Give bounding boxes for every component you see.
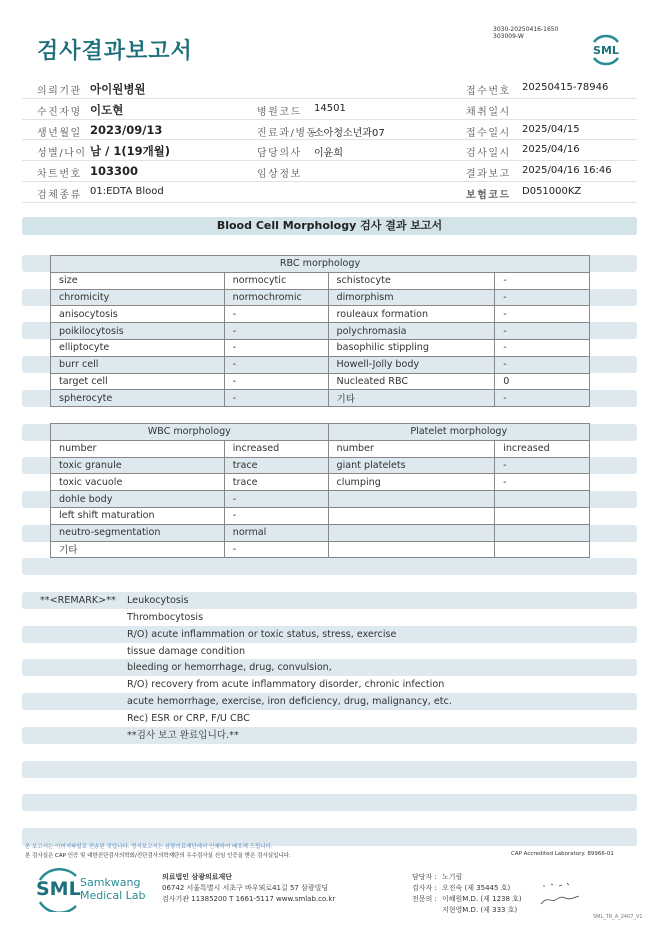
remark-line bbox=[40, 694, 452, 711]
info-value: 이윤희 bbox=[314, 148, 343, 160]
remark-text: bleeding or hemorrhage, drug, convulsion, bbox=[127, 662, 332, 674]
item-name bbox=[328, 524, 495, 541]
table-row bbox=[51, 272, 590, 289]
footer-note: 본 검사실은 CAP 인증 및 대한진단검사의학회/진단검사의학재단의 우수검사실 신임 인증을 받은 검사실입니다. bbox=[25, 853, 291, 859]
item-name: poikilocytosis bbox=[51, 323, 225, 340]
result-value: - bbox=[224, 373, 328, 390]
table-row bbox=[51, 457, 590, 474]
result-value: normochromic bbox=[224, 289, 328, 306]
result-value: 0 bbox=[495, 373, 590, 390]
staff-row bbox=[412, 872, 522, 883]
table-row bbox=[51, 339, 590, 356]
wbc-platelet-table bbox=[50, 423, 590, 558]
rbc-title: RBC morphology bbox=[51, 256, 590, 273]
info-label: 검체종류 bbox=[37, 189, 82, 201]
result-value: - bbox=[224, 339, 328, 356]
org-name: 의료법인 삼광의료재단 bbox=[162, 873, 233, 881]
item-name: size bbox=[51, 272, 225, 289]
item-name: 기타 bbox=[51, 541, 225, 558]
info-label: 채취일시 bbox=[466, 106, 511, 118]
info-value: 이도현 bbox=[90, 102, 124, 117]
organization-info bbox=[162, 872, 335, 905]
remark-line bbox=[40, 728, 452, 745]
remark-text: **검사 보고 완료입니다.** bbox=[127, 729, 239, 741]
code-line: 303009-W bbox=[493, 33, 524, 40]
remark-text: R/O) acute inflammation or toxic status, stress, exercise bbox=[127, 628, 397, 640]
info-label: 생년월일 bbox=[37, 127, 82, 139]
item-name: elliptocyte bbox=[51, 339, 225, 356]
item-name: anisocytosis bbox=[51, 306, 225, 323]
result-value: - bbox=[495, 306, 590, 323]
result-value: - bbox=[224, 541, 328, 558]
info-label: 접수번호 bbox=[466, 86, 511, 97]
result-value: - bbox=[495, 323, 590, 340]
table-row bbox=[51, 289, 590, 306]
remark-text: Thrombocytosis bbox=[127, 611, 204, 623]
result-value: - bbox=[495, 272, 590, 289]
result-value: normocytic bbox=[224, 272, 328, 289]
result-value: - bbox=[224, 390, 328, 407]
info-label: 병원코드 bbox=[257, 106, 302, 118]
document-code bbox=[493, 26, 558, 40]
table-row bbox=[51, 491, 590, 508]
info-value: 103300 bbox=[90, 164, 139, 179]
logo-line: Samkwang bbox=[80, 876, 141, 889]
table-row bbox=[51, 323, 590, 340]
staff-row bbox=[412, 894, 522, 905]
staff-name: 오진숙 (제 35445 호) bbox=[442, 884, 511, 892]
info-row bbox=[22, 182, 637, 203]
cap-accreditation: CAP Accredited Laboratory. 89966-01 bbox=[511, 851, 614, 857]
item-name: burr cell bbox=[51, 356, 225, 373]
info-label: 차트번호 bbox=[37, 169, 82, 181]
info-value: 20250415-78946 bbox=[522, 82, 609, 93]
result-value: - bbox=[495, 474, 590, 491]
table-row bbox=[51, 373, 590, 390]
code-line: 3030-20250416-1650 bbox=[493, 26, 559, 33]
result-value: - bbox=[495, 339, 590, 356]
result-value: - bbox=[495, 356, 590, 373]
item-name: giant platelets bbox=[328, 457, 495, 474]
info-row bbox=[22, 161, 637, 182]
result-value: trace bbox=[224, 474, 328, 491]
remark-line bbox=[40, 711, 452, 728]
info-row bbox=[22, 99, 637, 120]
platelet-title: Platelet morphology bbox=[328, 424, 589, 441]
table-row bbox=[51, 356, 590, 373]
svg-text:SML: SML bbox=[593, 44, 619, 57]
signature-icon bbox=[535, 880, 585, 910]
staff-name: 노기림 bbox=[442, 873, 463, 881]
result-value: - bbox=[224, 491, 328, 508]
result-value: - bbox=[224, 323, 328, 340]
item-name: number bbox=[328, 440, 495, 457]
item-name: left shift maturation bbox=[51, 507, 225, 524]
info-label: 검사일시 bbox=[466, 148, 511, 160]
result-value: increased bbox=[224, 440, 328, 457]
item-name: 기타 bbox=[328, 390, 495, 407]
item-name: clumping bbox=[328, 474, 495, 491]
info-value: 01:EDTA Blood bbox=[90, 185, 164, 197]
result-value: - bbox=[495, 289, 590, 306]
result-value: - bbox=[224, 356, 328, 373]
footer-note: 본 보고서는 이미지파일로 전송된 것입니다. 정식보고서는 삼광의료재단에서 인쇄하여 배포해 드립니다. bbox=[25, 844, 273, 850]
item-name bbox=[328, 507, 495, 524]
table-row bbox=[51, 507, 590, 524]
result-value: - bbox=[224, 306, 328, 323]
info-label: 담당의사 bbox=[257, 148, 302, 160]
item-name: neutro-segmentation bbox=[51, 524, 225, 541]
result-value bbox=[495, 524, 590, 541]
item-name: rouleaux formation bbox=[328, 306, 495, 323]
info-value: 2025/04/16 16:46 bbox=[522, 165, 612, 177]
result-value bbox=[495, 491, 590, 508]
report-banner: Blood Cell Morphology 검사 결과 보고서 bbox=[22, 217, 637, 235]
info-label: 보험코드 bbox=[466, 189, 511, 201]
logo-text bbox=[80, 876, 146, 902]
remark-text: tissue damage condition bbox=[127, 645, 246, 657]
staff-list bbox=[412, 872, 522, 916]
info-value: 2023/09/13 bbox=[90, 122, 163, 137]
remark-line bbox=[40, 660, 452, 677]
item-name: schistocyte bbox=[328, 272, 495, 289]
info-label: 진료과/병동 bbox=[257, 127, 318, 139]
remark-line bbox=[40, 593, 452, 610]
info-label: 성별/나이 bbox=[37, 148, 87, 160]
result-value: increased bbox=[495, 440, 590, 457]
remark-text: R/O) recovery from acute inflammatory disorder, chronic infection bbox=[127, 679, 445, 691]
info-value: 14501 bbox=[314, 102, 346, 114]
item-name: dohle body bbox=[51, 491, 225, 508]
info-row bbox=[22, 120, 637, 141]
logo-line: Medical Lab bbox=[80, 889, 146, 902]
row-stripe bbox=[22, 558, 637, 575]
item-name: toxic vacuole bbox=[51, 474, 225, 491]
info-label: 임상정보 bbox=[257, 169, 302, 181]
info-value: D051000KZ bbox=[522, 185, 582, 197]
form-version: SML_TR_A_2407_V1 bbox=[593, 914, 643, 920]
staff-row bbox=[412, 905, 522, 916]
result-value bbox=[495, 507, 590, 524]
rbc-morphology-table bbox=[50, 255, 590, 407]
result-value: - bbox=[495, 457, 590, 474]
remark-line bbox=[40, 627, 452, 644]
result-value: - bbox=[495, 390, 590, 407]
logo-main: SML bbox=[36, 878, 81, 900]
table-row bbox=[51, 541, 590, 558]
staff-role: 검사자 : bbox=[412, 884, 437, 892]
item-name: spherocyte bbox=[51, 390, 225, 407]
remark-line bbox=[40, 610, 452, 627]
remark-text: Rec) ESR or CRP, F/U CBC bbox=[127, 712, 250, 724]
info-row bbox=[22, 78, 637, 99]
info-label: 결과보고 bbox=[466, 169, 511, 181]
row-stripe bbox=[22, 761, 637, 778]
org-contact: 검사기관 11385200 T 1661-5117 www.smlab.co.kr bbox=[162, 895, 336, 903]
info-label: 의뢰기관 bbox=[37, 86, 82, 97]
item-name bbox=[328, 541, 495, 558]
item-name: basophilic stippling bbox=[328, 339, 495, 356]
row-stripe bbox=[22, 794, 637, 811]
samkwang-logo bbox=[36, 868, 156, 912]
remark-line bbox=[40, 644, 452, 661]
info-value: 2025/04/16 bbox=[522, 144, 580, 156]
remark-label: **<REMARK>** bbox=[40, 595, 116, 606]
remark-text: acute hemorrhage, exercise, iron deficiency, drug, malignancy, etc. bbox=[127, 696, 452, 708]
remark-section bbox=[40, 593, 452, 745]
item-name: polychromasia bbox=[328, 323, 495, 340]
info-value: 소아청소년과07 bbox=[314, 127, 385, 139]
item-name: Howell-Jolly body bbox=[328, 356, 495, 373]
info-row bbox=[22, 140, 637, 161]
result-value: trace bbox=[224, 457, 328, 474]
remark-line bbox=[40, 677, 452, 694]
item-name: toxic granule bbox=[51, 457, 225, 474]
info-label: 접수일시 bbox=[466, 127, 511, 139]
table-row bbox=[51, 524, 590, 541]
remark-text: Leukocytosis bbox=[127, 595, 189, 606]
item-name: number bbox=[51, 440, 225, 457]
wbc-title: WBC morphology bbox=[51, 424, 329, 441]
info-value: 남 / 1(19개월) bbox=[90, 144, 171, 159]
sml-logo-icon bbox=[588, 32, 624, 68]
item-name: chromicity bbox=[51, 289, 225, 306]
staff-name: 지현영M.D. (제 333 호) bbox=[442, 906, 518, 914]
info-value: 아이원병원 bbox=[90, 82, 146, 96]
result-value: - bbox=[224, 507, 328, 524]
item-name bbox=[328, 491, 495, 508]
staff-name: 이혜원M.D. (제 1238 호) bbox=[442, 895, 522, 903]
table-row bbox=[51, 440, 590, 457]
item-name: target cell bbox=[51, 373, 225, 390]
result-value: normal bbox=[224, 524, 328, 541]
info-value: 2025/04/15 bbox=[522, 123, 580, 135]
page-title: 검사결과보고서 bbox=[37, 39, 193, 64]
patient-info bbox=[22, 78, 637, 203]
staff-role: 담당자 : bbox=[412, 873, 437, 881]
table-row bbox=[51, 390, 590, 407]
info-label: 수진자명 bbox=[37, 106, 82, 118]
staff-row bbox=[412, 883, 522, 894]
staff-role: 전문의 : bbox=[412, 895, 437, 903]
org-address: 06742 서울특별시 서초구 바우뫼로41길 57 삼광빌딩 bbox=[162, 884, 329, 892]
item-name: Nucleated RBC bbox=[328, 373, 495, 390]
item-name: dimorphism bbox=[328, 289, 495, 306]
table-row bbox=[51, 474, 590, 491]
table-row bbox=[51, 306, 590, 323]
result-value bbox=[495, 541, 590, 558]
